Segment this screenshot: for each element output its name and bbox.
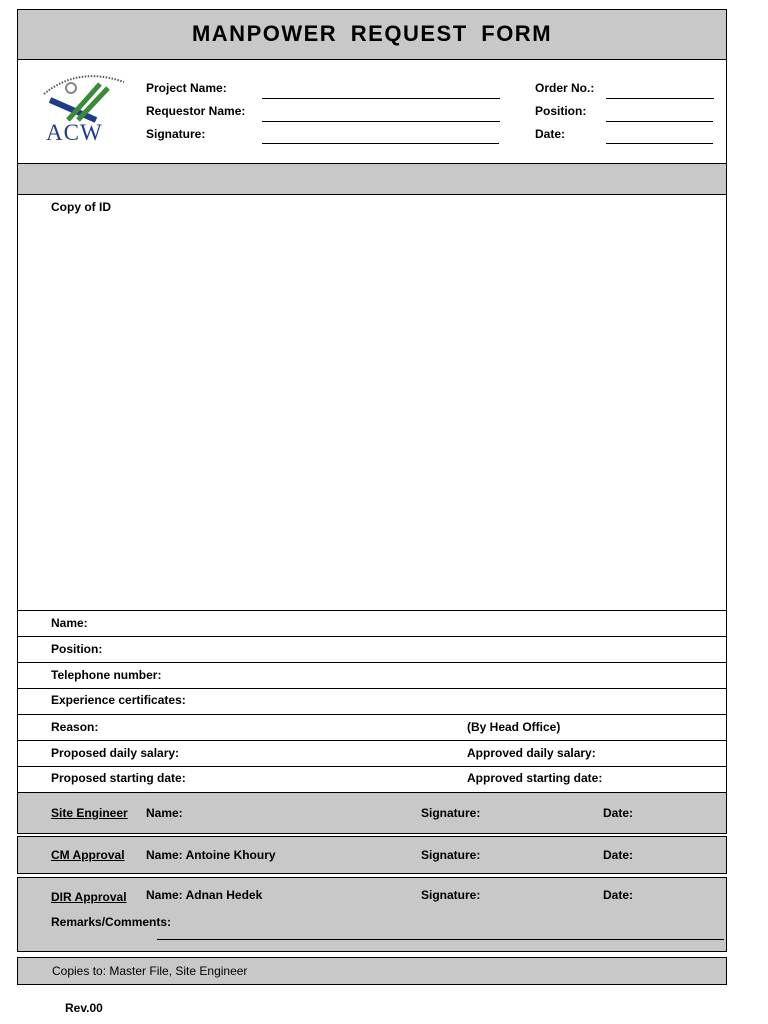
experience-label: Experience certificates: [51,693,186,707]
copy-of-id-label: Copy of ID [51,200,111,214]
telephone-label: Telephone number: [51,668,162,682]
remarks-label: Remarks/Comments: [51,915,172,929]
cm-approval-date: Date: [603,848,634,862]
copy-of-id-area[interactable] [17,194,727,611]
order-no-field[interactable] [606,98,714,99]
site-engineer-role: Site Engineer [51,806,128,820]
row-divider [17,714,726,715]
copies-to-text: Copies to: Master File, Site Engineer [52,964,248,978]
row-divider [17,740,726,741]
site-engineer-date: Date: [603,806,634,820]
cm-approval-signature: Signature: [421,848,481,862]
site-engineer-signature: Signature: [421,806,481,820]
order-no-label: Order No.: [535,81,595,95]
remarks-field[interactable] [157,939,724,940]
proposed-start-label: Proposed starting date: [51,771,186,785]
dir-approval-date: Date: [603,888,634,902]
dir-approval-role: DIR Approval [51,890,127,904]
signature-label: Signature: [146,127,206,141]
row-divider [17,636,726,637]
date-field[interactable] [606,143,713,144]
revision-label: Rev.00 [65,1001,103,1015]
cm-approval-role: CM Approval [51,848,125,862]
project-name-field[interactable] [262,98,500,99]
dir-approval-name: Name: Adnan Hedek [146,888,263,902]
position-detail-label: Position: [51,642,103,656]
project-name-label: Project Name: [146,81,227,95]
approved-salary-label: Approved daily salary: [467,746,596,760]
position-field[interactable] [606,121,713,122]
name-label: Name: [51,616,88,630]
reason-label: Reason: [51,720,99,734]
logo-text: ACW [46,120,103,145]
cm-approval-name: Name: Antoine Khoury [146,848,276,862]
by-head-office-label: (By Head Office) [467,720,561,734]
signature-field[interactable] [262,143,499,144]
site-engineer-name: Name: [146,806,183,820]
dir-approval-signature: Signature: [421,888,481,902]
date-label: Date: [535,127,566,141]
company-logo [38,68,128,148]
separator-band [17,163,727,195]
row-divider [17,766,726,767]
requestor-name-label: Requestor Name: [146,104,246,118]
page-title: MANPOWER REQUEST FORM [191,21,553,46]
position-label: Position: [535,104,587,118]
row-divider [17,688,726,689]
proposed-salary-label: Proposed daily salary: [51,746,180,760]
row-divider [17,662,726,663]
requestor-name-field[interactable] [262,121,500,122]
approved-start-label: Approved starting date: [467,771,603,785]
